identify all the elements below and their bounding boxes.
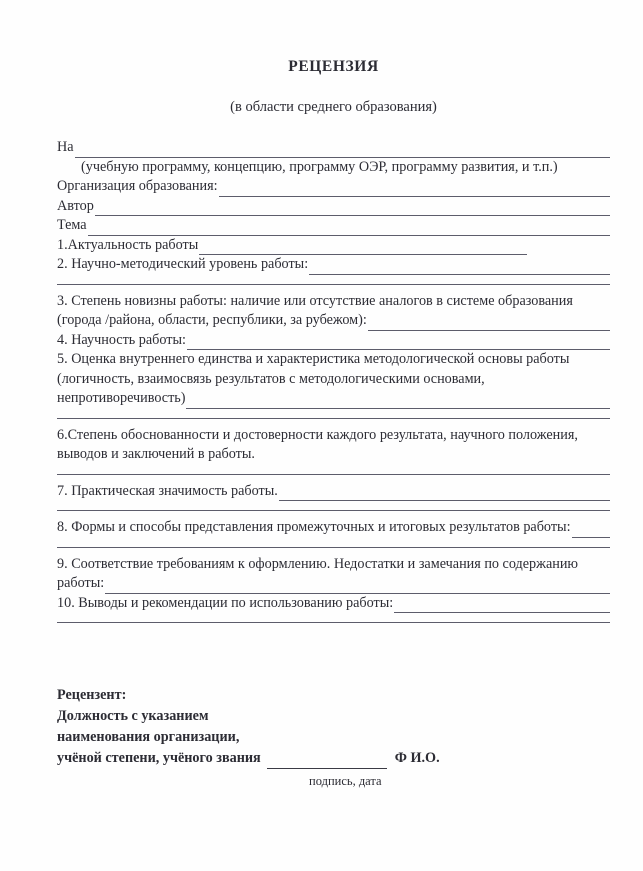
section-divider-2 (57, 418, 610, 419)
field-input-theme[interactable] (88, 220, 610, 236)
field-input-item2[interactable] (309, 259, 610, 275)
field-label-item5: непротиворечивость) (57, 390, 186, 406)
field-label-item10: 10. Выводы и рекомендации по использованию работы: (57, 594, 394, 611)
section-divider-1 (57, 284, 610, 285)
signature-input[interactable] (267, 754, 387, 769)
field-label-item2: 2. Научно-методический уровень работы: (57, 256, 309, 272)
header-fields-group (57, 138, 610, 275)
field-hint-na: (учебную программу, концепцию, программу ОЭР, программу развития, и т.п.) (81, 158, 558, 175)
section-divider-5 (57, 547, 610, 548)
field-label-item4: 4. Научность работы: (57, 331, 186, 348)
field-input-item9[interactable] (105, 578, 610, 594)
item6-group (57, 426, 610, 465)
reviewer-position-line2: наименования организации, (57, 729, 240, 745)
field-label-theme: Тема (57, 217, 87, 233)
section-divider-3 (57, 474, 610, 475)
field-row-item9 (57, 574, 610, 594)
reviewer-label: Рецензент: (57, 687, 127, 703)
field-label-organization: Организация образования: (57, 178, 218, 194)
field-row-item4 (57, 331, 610, 351)
item9-text-line1: 9. Соответствие требованиям к оформлению. Недостатки и замечания по содержанию (57, 555, 579, 572)
field-row-author (57, 197, 610, 217)
field-row-item10 (57, 594, 610, 614)
field-label-item3: (города /района, области, республики, за рубежом): (57, 312, 367, 328)
reviewer-position-line3: учёной степени, учёного звания (57, 750, 261, 766)
field-row-item3 (57, 311, 610, 331)
field-label-item9: работы: (57, 575, 105, 591)
field-input-organization[interactable] (219, 181, 610, 197)
item6-text-line2: выводов и заключений в работы. (57, 446, 255, 462)
item5-text-line2: (логичность, взаимосвязь результатов с методологическими основами, (57, 370, 485, 387)
field-input-item7[interactable] (279, 485, 610, 501)
item5-text-line1: 5. Оценка внутреннего единства и характеристика методологической основы работы (57, 351, 570, 367)
field-label-item7: 7. Практическая значимость работы. (57, 482, 278, 499)
field-row-theme (57, 216, 610, 236)
signature-caption: подпись, дата (309, 774, 382, 788)
signature-block (57, 685, 610, 792)
document-body (57, 0, 610, 792)
field-row-organization (57, 177, 610, 197)
field-input-item1[interactable] (199, 239, 527, 255)
field-input-item5[interactable] (186, 393, 610, 409)
field-label-item1: 1.Актуальность работы (57, 236, 199, 253)
item9-group (57, 555, 610, 594)
field-input-author[interactable] (95, 200, 610, 216)
document-title: РЕЦЕНЗИЯ (288, 58, 379, 75)
field-row-item8 (57, 518, 610, 538)
field-row-item1 (57, 236, 610, 256)
item3-group (57, 292, 610, 331)
field-label-na: На (57, 139, 74, 155)
field-input-item10[interactable] (394, 597, 610, 613)
field-row-na (57, 138, 610, 158)
field-input-na[interactable] (75, 142, 610, 158)
document-subtitle: (в области среднего образования) (230, 99, 437, 115)
field-row-item7 (57, 482, 610, 502)
section-divider-4 (57, 510, 610, 511)
field-input-item8[interactable] (572, 522, 610, 538)
item5-group (57, 350, 610, 409)
section-divider-6 (57, 622, 610, 623)
initials-label: Ф И.О. (394, 750, 440, 766)
reviewer-position-line1: Должность с указанием (57, 708, 209, 724)
signature-row (57, 748, 610, 769)
field-label-item8: 8. Формы и способы представления промежуточных и итоговых результатов работы: (57, 519, 571, 535)
field-input-item3[interactable] (368, 315, 610, 331)
field-input-item4[interactable] (187, 334, 610, 350)
field-row-item2 (57, 255, 610, 275)
field-label-author: Автор (57, 197, 94, 214)
item3-text-line1: 3. Степень новизны работы: наличие или отсутствие аналогов в системе образования (57, 292, 573, 309)
item6-text-line1: 6.Степень обоснованности и достоверности каждого результата, научного положения, (57, 426, 578, 443)
field-row-item5 (57, 389, 610, 409)
